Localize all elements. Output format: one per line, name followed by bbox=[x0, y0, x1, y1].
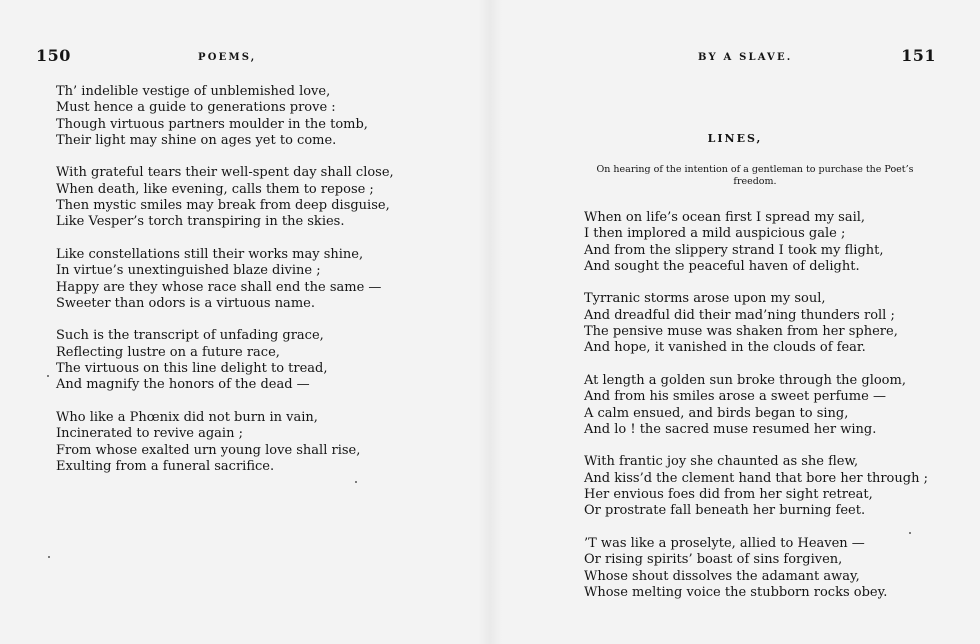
poem-line: Though virtuous partners moulder in the tomb, bbox=[56, 116, 368, 132]
poem-line: When on life’s ocean first I spread my sail, bbox=[584, 210, 866, 225]
poem-line: Then mystic smiles may break from deep disguise, bbox=[56, 198, 390, 214]
poem-line: A calm ensued, and birds began to sing, bbox=[584, 405, 849, 421]
poem-line: Exulting from a funeral sacrifice. bbox=[56, 458, 275, 474]
left-stanza-5 bbox=[56, 410, 394, 475]
right-stanza-4 bbox=[584, 454, 928, 519]
poem-line: When death, like evening, calls them to repose ; bbox=[56, 181, 374, 197]
poem-line: The pensive muse was shaken from her sphere, bbox=[584, 324, 898, 340]
poem-line: And hope, it vanished in the clouds of fear. bbox=[584, 340, 866, 356]
left-stanza-3 bbox=[56, 247, 394, 312]
poem-line: At length a golden sun broke through the gloom, bbox=[584, 372, 906, 388]
poem-line: In virtue’s unextinguished blaze divine ; bbox=[56, 263, 321, 279]
poem-line: Tyrranic storms arose upon my soul, bbox=[584, 291, 826, 307]
right-running-head: BY A SLAVE. bbox=[698, 52, 793, 63]
poem-line: Who like a Phœnix did not burn in vain, bbox=[56, 409, 318, 425]
poem-line: And from his smiles arose a sweet perfume — bbox=[584, 389, 886, 405]
poem-line: Must hence a guide to generations prove : bbox=[56, 100, 336, 116]
poem-line: Such is the transcript of unfading grace, bbox=[56, 328, 324, 344]
poem-line: Happy are they whose race shall end the same — bbox=[56, 279, 382, 295]
poem-line: Their light may shine on ages yet to come. bbox=[56, 132, 337, 148]
poem-line: Whose shout dissolves the adamant away, bbox=[584, 568, 860, 584]
scan-speck bbox=[47, 375, 49, 377]
poem-line: Like constellations still their works may shine, bbox=[56, 246, 364, 262]
poem-line: And kiss’d the clement hand that bore her through ; bbox=[584, 470, 928, 486]
subtitle-line: On hearing of the intention of a gentleman to purchase the Poet’s bbox=[596, 164, 914, 175]
poem-line: The virtuous on this line delight to tread, bbox=[56, 361, 328, 377]
left-poem bbox=[56, 84, 394, 491]
poem-line: And sought the peaceful haven of delight. bbox=[584, 258, 860, 274]
poem-line: Th’ indelible vestige of unblemished love, bbox=[56, 84, 331, 99]
left-running-head: POEMS, bbox=[198, 52, 257, 63]
poem-line: And from the slippery strand I took my flight, bbox=[584, 242, 884, 258]
poem-line: And dreadful did their mad’ning thunders roll ; bbox=[584, 307, 895, 323]
poem-line: With grateful tears their well-spent day shall close, bbox=[56, 165, 394, 181]
poem-line: With frantic joy she chaunted as she flew, bbox=[584, 454, 859, 470]
scan-speck bbox=[48, 556, 50, 558]
left-page-number: 150 bbox=[36, 46, 71, 65]
subtitle-line: freedom. bbox=[733, 176, 777, 187]
left-stanza-4 bbox=[56, 328, 394, 393]
poem-line: And lo ! the sacred muse resumed her wing. bbox=[584, 421, 877, 437]
poem-line: Or prostrate fall beneath her burning feet. bbox=[584, 503, 866, 519]
scan-speck bbox=[909, 532, 911, 534]
right-stanza-3 bbox=[584, 373, 928, 438]
poem-line: From whose exalted urn young love shall rise, bbox=[56, 442, 361, 458]
poem-line: Reflecting lustre on a future race, bbox=[56, 344, 280, 360]
poem-line: Her envious foes did from her sight retreat, bbox=[584, 487, 873, 503]
right-stanza-1 bbox=[584, 210, 928, 275]
poem-line: And magnify the honors of the dead — bbox=[56, 377, 310, 393]
poem-line: ’T was like a proselyte, allied to Heaven — bbox=[584, 535, 865, 551]
poem-line: Or rising spirits’ boast of sins forgiven, bbox=[584, 552, 843, 568]
poem-line: Like Vesper’s torch transpiring in the skies. bbox=[56, 214, 345, 230]
poem-subtitle bbox=[570, 164, 940, 188]
right-page-number: 151 bbox=[901, 46, 936, 65]
poem-line: Sweeter than odors is a virtuous name. bbox=[56, 295, 315, 311]
poem-line: Incinerated to revive again ; bbox=[56, 426, 243, 442]
poem-title: LINES, bbox=[707, 132, 763, 145]
right-poem bbox=[584, 210, 928, 617]
poem-line: Whose melting voice the stubborn rocks obey. bbox=[584, 584, 888, 600]
poem-line: I then implored a mild auspicious gale ; bbox=[584, 226, 846, 242]
left-stanza-1 bbox=[56, 84, 394, 149]
right-stanza-2 bbox=[584, 291, 928, 356]
scan-speck bbox=[355, 481, 357, 483]
right-stanza-5 bbox=[584, 536, 928, 601]
left-stanza-2 bbox=[56, 165, 394, 230]
